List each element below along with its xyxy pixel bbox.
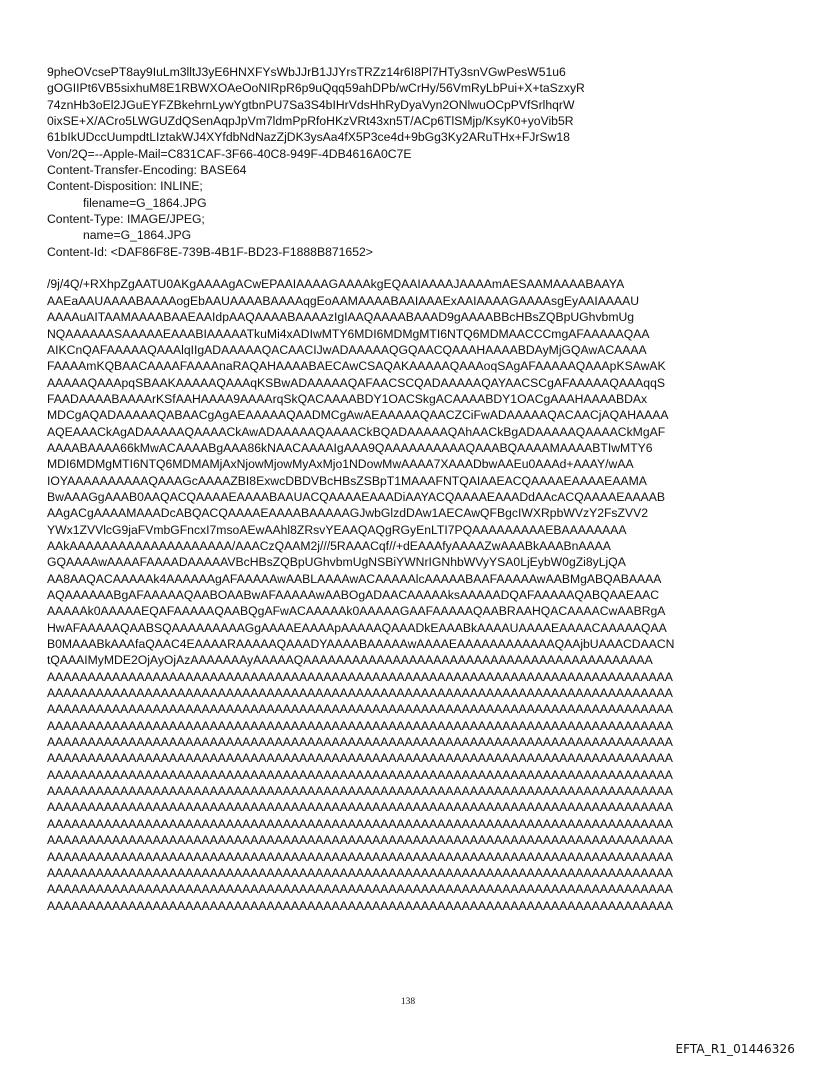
base64-line: AQEAAACkAgADAAAAAQAAAACkAwADAAAAAQAAAACkBQADAAAAAQAhAACkBgADAAAAAQAAAACkMgAF <box>47 424 666 439</box>
base64-line: AAAAuAITAAMAAAABAAEAAIdpAAQAAAABAAAAzIgIAAQAAAABAAAD9gAAAABBcHBsZQBpUGhvbmUg <box>47 310 635 325</box>
base64-line: AQAAAAAABgAFAAAAAQAABOAABwAFAAAAAwAABOgADAACAAAAAksAAAAADQAFAAAAAQABQAAEAAC <box>47 588 660 602</box>
document-id: EFTA_R1_01446326 <box>675 1042 795 1056</box>
text-line: 61bIkUDccUumpdtLIztakWJ4XYfdbNdNazZjDK3ysAa4fX5P3ce4d+9bGg3Ky2ARuTHx+FJrSw18 <box>47 130 570 145</box>
mime-headers <box>47 162 767 260</box>
base64-line: AAAAAAAAAAAAAAAAAAAAAAAAAAAAAAAAAAAAAAAAAAAAAAAAAAAAAAAAAAAAAAAAAAAAAAAAAAAAA <box>47 702 673 717</box>
content-id: Content-Id: <DAF86F8E-739B-4B1F-BD23-F1888B871652> <box>47 244 373 259</box>
text-line: 0ixSE+X/ACro5LWGUZdQSenAqpJpVm7ldmPpRfoHKzVRt43xn5T/ACp6TlSMjp/KsyK0+yoVib5R <box>47 114 574 129</box>
content-transfer-encoding: Content-Transfer-Encoding: BASE64 <box>47 163 247 178</box>
base64-line: AAkAAAAAAAAAAAAAAAAAAAA/AAACzQAAM2j///5RAAACqf//+dEAAAfyAAAAZwAAABkAAABnAAAA <box>47 538 611 553</box>
base64-line: HwAFAAAAAQAABSQAAAAAAAAAGgAAAAEAAAApAAAAAQAAADkEAAABkAAAAUAAAAEAAAACAAAAAQAA <box>47 620 667 635</box>
base64-line: AAAAAAAAAAAAAAAAAAAAAAAAAAAAAAAAAAAAAAAAAAAAAAAAAAAAAAAAAAAAAAAAAAAAAAAAAAAAA <box>47 898 673 913</box>
base64-line: IOYAAAAAAAAAAQAAAGcAAAAZBI8ExwcDBDVBcHBsZSBpT1MAAAFNTQAIAAEACQAAAAEAAAAEAAMA <box>47 473 647 488</box>
base64-line: AAgACgAAAAMAAADcABQACQAAAAEAAAABAAAAAGJwbGlzdDAw1AECAwQFBgcIWXRpbWVzY2FsZVV2 <box>47 506 649 521</box>
base64-line: BwAAAGgAAAB0AAQACQAAAAEAAAABAAUACQAAAAEAAADiAAYACQAAAAEAAADdAAcACQAAAAEAAAAB <box>47 489 665 504</box>
base64-line: AAAAAQAAApqSBAAKAAAAAQAAAqKSBwADAAAAAQAFAACSCQADAAAAAQAYAACSCgAFAAAAAQAAAqqS <box>47 375 665 390</box>
base64-line: AIKCnQAFAAAAAQAAAlqIIgADAAAAAQACAACIJwADAAAAAQGQAACQAAAHAAAABDAyMjGQAwACAAAA <box>47 342 647 357</box>
text-line: 74znHb3oEl2JGuEYFZBkehrnLywYgtbnPU7Sa3S4bIHrVdsHhRyDyaVyn2ONlwuOCpPVfSrlhqrW <box>47 97 575 112</box>
content-disposition: Content-Disposition: INLINE; <box>47 179 203 194</box>
text-line: gOGIIPt6VB5sixhuM8E1RBWXOAeOoNIRpR6p9uQqq59ahDPb/wCrHy/56VmRyLbPui+X+taSzxyR <box>47 81 585 96</box>
base64-line: MDCgAQADAAAAAQABAACgAgAEAAAAAQAADMCgAwAEAAAAAQAACZCiFwADAAAAAQACAACjAQAHAAAA <box>47 408 669 423</box>
email-source-text <box>47 64 767 914</box>
base64-line: AAAAAAAAAAAAAAAAAAAAAAAAAAAAAAAAAAAAAAAAAAAAAAAAAAAAAAAAAAAAAAAAAAAAAAAAAAAAA <box>47 718 673 733</box>
content-type: Content-Type: IMAGE/JPEG; <box>47 212 205 227</box>
base64-line: AAAAAAAAAAAAAAAAAAAAAAAAAAAAAAAAAAAAAAAAAAAAAAAAAAAAAAAAAAAAAAAAAAAAAAAAAAAAA <box>47 816 673 831</box>
content-type-name: name=G_1864.JPG <box>83 228 192 243</box>
base64-line: AAAAAAAAAAAAAAAAAAAAAAAAAAAAAAAAAAAAAAAAAAAAAAAAAAAAAAAAAAAAAAAAAAAAAAAAAAAAA <box>47 865 673 880</box>
base64-line: AAAAAAAAAAAAAAAAAAAAAAAAAAAAAAAAAAAAAAAAAAAAAAAAAAAAAAAAAAAAAAAAAAAAAAAAAAAAA <box>47 751 673 766</box>
base64-line: AAAAAAAAAAAAAAAAAAAAAAAAAAAAAAAAAAAAAAAAAAAAAAAAAAAAAAAAAAAAAAAAAAAAAAAAAAAAA <box>47 882 673 897</box>
base64-line: YWx1ZVVlcG9jaFVmbGFncxI7msoAEwAAhl8ZRsvYEAAQAQgRGyEnLTI7PQAAAAAAAAAEBAAAAAAAA <box>47 522 627 537</box>
text-line: 9pheOVcsePT8ay9IuLm3lltJ3yE6HNXFYsWbJJrB1JJYrsTRZz14r6I8Pl7HTy3snVGwPesW51u6 <box>47 65 566 79</box>
encoded-header-block <box>47 64 767 162</box>
base64-line: AAAAAAAAAAAAAAAAAAAAAAAAAAAAAAAAAAAAAAAAAAAAAAAAAAAAAAAAAAAAAAAAAAAAAAAAAAAAA <box>47 767 673 782</box>
base64-line: /9j/4Q/+RXhpZgAATU0AKgAAAAgACwEPAAIAAAAGAAAAkgEQAAIAAAAJAAAAmAESAAMAAAABAAYA <box>47 277 625 292</box>
base64-line: AAAAAAAAAAAAAAAAAAAAAAAAAAAAAAAAAAAAAAAAAAAAAAAAAAAAAAAAAAAAAAAAAAAAAAAAAAAAA <box>47 686 673 701</box>
base64-line: AAAABAAAA66kMwACAAAABgAAA86kNAACAAAAIgAAA9QAAAAAAAAAAQAAABQAAAAMAAAABTIwMTY6 <box>47 440 653 455</box>
page-number: 138 <box>400 997 416 1007</box>
base64-line: FAADAAAABAAAArKSfAAHAAAA9AAAArqSkQACAAAABDY1OACSkgACAAAABDY1OACgAAAHAAAABDAx <box>47 391 648 406</box>
blank-line <box>47 260 767 276</box>
base64-line: AAAAAAAAAAAAAAAAAAAAAAAAAAAAAAAAAAAAAAAAAAAAAAAAAAAAAAAAAAAAAAAAAAAAAAAAAAAAA <box>47 833 673 848</box>
base64-line: AAAAAAAAAAAAAAAAAAAAAAAAAAAAAAAAAAAAAAAAAAAAAAAAAAAAAAAAAAAAAAAAAAAAAAAAAAAAA <box>47 784 673 799</box>
base64-line: AAEaAAUAAAABAAAAogEbAAUAAAABAAAAqgEoAAMAAAABAAIAAAExAAIAAAAGAAAAsgEyAAIAAAAU <box>47 293 640 308</box>
base64-line: AAAAAAAAAAAAAAAAAAAAAAAAAAAAAAAAAAAAAAAAAAAAAAAAAAAAAAAAAAAAAAAAAAAAAAAAAAAAA <box>47 800 673 815</box>
base64-line: NQAAAAAASAAAAAEAAABIAAAAATkuMi4xADIwMTY6MDI6MDMgMTI6NTQ6MDMAACCCmgAFAAAAAQAA <box>47 326 650 341</box>
base64-line: GQAAAAwAAAAFAAAADAAAAAVBcHBsZQBpUGhvbmUgNSBiYWNrIGNhbWVyYSA0LjEybW0gZi8yLjQA <box>47 555 626 570</box>
base64-line: FAAAAmKQBAACAAAAFAAAAnaRAQAHAAAABAECAwCSAQAKAAAAAQAAAoqSAgAFAAAAAQAAApKSAwAK <box>47 359 666 374</box>
base64-line: AAAAAk0AAAAAEQAFAAAAAQAABQgAFwACAAAAAk0AAAAAGAAFAAAAAQAABRAAHQACAAAACwAABRgA <box>47 604 666 619</box>
base64-line: AAAAAAAAAAAAAAAAAAAAAAAAAAAAAAAAAAAAAAAAAAAAAAAAAAAAAAAAAAAAAAAAAAAAAAAAAAAAA <box>47 669 673 684</box>
base64-line: AAAAAAAAAAAAAAAAAAAAAAAAAAAAAAAAAAAAAAAAAAAAAAAAAAAAAAAAAAAAAAAAAAAAAAAAAAAAA <box>47 735 673 750</box>
base64-line: MDI6MDMgMTI6NTQ6MDMAMjAxNjowMjowMyAxMjo1NDowMwAAAA7XAAADbwAAEu0AAAd+AAAY/wAA <box>47 457 634 472</box>
base64-line: AAAAAAAAAAAAAAAAAAAAAAAAAAAAAAAAAAAAAAAAAAAAAAAAAAAAAAAAAAAAAAAAAAAAAAAAAAAAA <box>47 849 673 864</box>
disposition-filename: filename=G_1864.JPG <box>83 195 207 210</box>
mime-boundary-line: Von/2Q=--Apple-Mail=C831CAF-3F66-40C8-949F-4DB4616A0C7E <box>47 146 412 161</box>
base64-line: tQAAAIMyMDE2OjAyOjAzAAAAAAAyAAAAAQAAAAAAAAAAAAAAAAAAAAAAAAAAAAAAAAAAAAAAAAAAA <box>47 653 653 668</box>
base64-body <box>47 276 767 913</box>
base64-line: AA8AAQACAAAAAk4AAAAAAgAFAAAAAwAABLAAAAwACAAAAAlcAAAAABAAFAAAAAwAABMgABQABAAAA <box>47 571 662 586</box>
base64-line: B0MAAABkAAAfaQAAC4EAAAARAAAAAQAAADYAAAABAAAAAwAAAAEAAAAAAAAAAAAQAAjbUAAACDAACN <box>47 637 675 652</box>
